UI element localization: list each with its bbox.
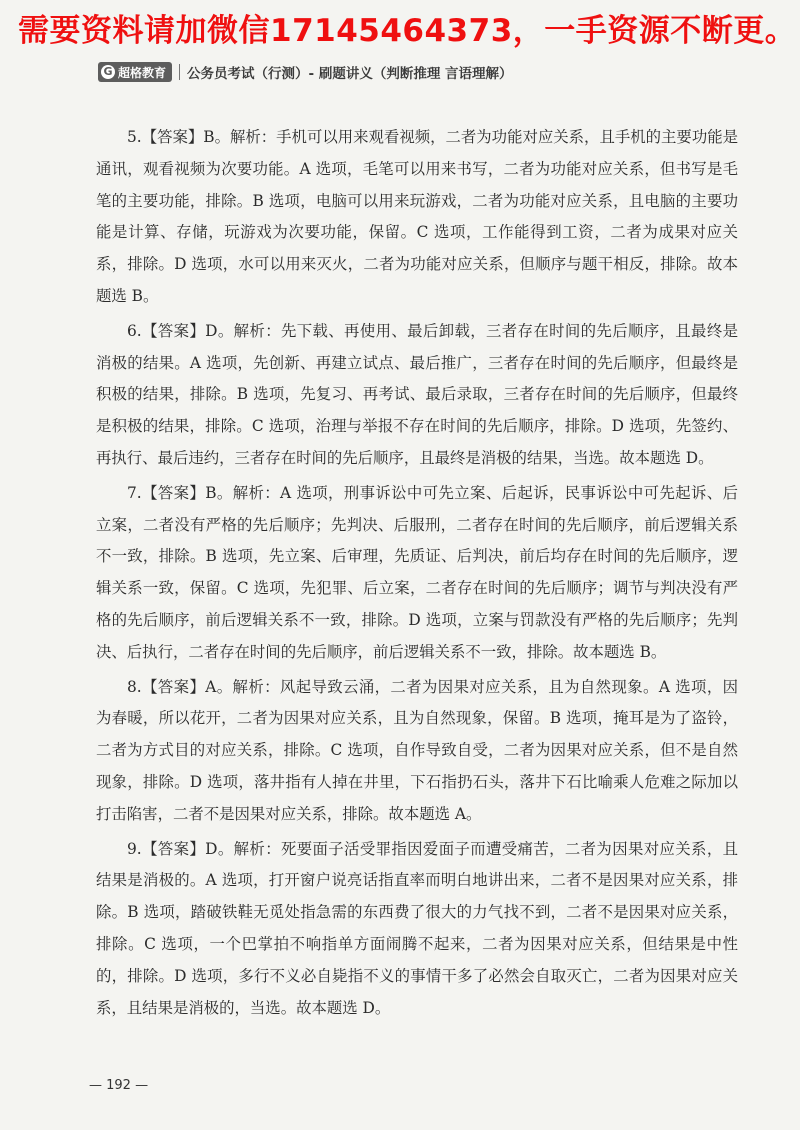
brand-logo [98, 62, 172, 82]
header-title: 公务员考试（行测）- 刷题讲义（判断推理 言语理解） [187, 66, 513, 82]
watermark-banner: 需要资料请加微信17145464373，一手资源不断更。 [18, 13, 797, 49]
page-number: — 192 — [89, 1078, 149, 1093]
answer-paragraph-6: 6.【答案】D。解析：先下载、再使用、最后卸载，三者存在时间的先后顺序，且最终是消极的结果。A 选项，先创新、再建立试点、最后推广，三者存在时间的先后顺序，但最终是积极的结果，排除。B 选项，先复习、再考试、最后录取，三者存在时间的先后顺序，但最终是积极的结果，排除。C 选项，治理与举报不存在时间的先后顺序，排除。D 选项，先签约、再执行、最后违约，三者存在时间的先后顺序，且最终是消极的结果，当选。故本题选 D。 [96, 321, 738, 467]
answer-paragraph-7: 7.【答案】B。解析：A 选项，刑事诉讼中可先立案、后起诉，民事诉讼中可先起诉、后立案，二者没有严格的先后顺序；先判决、后服刑，二者存在时间的先后顺序，前后逻辑关系不一致，排除。B 选项，先立案、后审理，先质证、后判决，前后均存在时间的先后顺序，逻辑关系一致，保留。C 选项，先犯罪、后立案，二者存在时间的先后顺序；调节与判决没有严格的先后顺序，前后逻辑关系不一致，排除。D 选项，立案与罚款没有严格的先后顺序；先判决、后执行，二者存在时间的先后顺序，前后逻辑关系不一致，排除。故本题选 B。 [96, 483, 738, 661]
brand-logo-icon: G [101, 65, 115, 79]
answer-paragraph-5: 5.【答案】B。解析：手机可以用来观看视频，二者为功能对应关系，且手机的主要功能是通讯，观看视频为次要功能。A 选项，毛笔可以用来书写，二者为功能对应关系，但书写是毛笔的主要功能，排除。B 选项，电脑可以用来玩游戏，二者为功能对应关系，且电脑的主要功能是计算、存储，玩游戏为次要功能，保留。C 选项，工作能得到工资，二者为成果对应关系，排除。D 选项，水可以用来灭火，二者为功能对应关系，但顺序与题干相反，排除。故本题选 B。 [96, 128, 738, 305]
page-header [98, 58, 513, 86]
answer-content [96, 122, 738, 1027]
brand-logo-text: 超格教育 [118, 65, 167, 80]
answer-paragraph-8: 8.【答案】A。解析：风起导致云涌，二者为因果对应关系，且为自然现象。A 选项，因为春暖，所以花开，二者为因果对应关系，且为自然现象，保留。B 选项，掩耳是为了盗铃，二者为方式目的对应关系，排除。C 选项，自作导致自受，二者为因果对应关系，但不是自然现象，排除。D 选项，落井指有人掉在井里，下石指扔石头，落井下石比喻乘人危难之际加以打击陷害，二者不是因果对应关系，排除。故本题选 A。 [96, 677, 738, 823]
header-divider [179, 64, 180, 80]
answer-paragraph-9: 9.【答案】D。解析：死要面子活受罪指因爱面子而遭受痛苦，二者为因果对应关系，且结果是消极的。A 选项，打开窗户说亮话指直率而明白地讲出来，二者不是因果对应关系，排除。B 选项，踏破铁鞋无觅处指急需的东西费了很大的力气找不到，二者不是因果对应关系，排除。C 选项，一个巴掌拍不响指单方面闹腾不起来，二者为因果对应关系，但结果是中性的，排除。D 选项，多行不义必自毙指不义的事情干多了必然会自取灭亡，二者为因果对应关系，且结果是消极的，当选。故本题选 D。 [96, 839, 738, 1017]
